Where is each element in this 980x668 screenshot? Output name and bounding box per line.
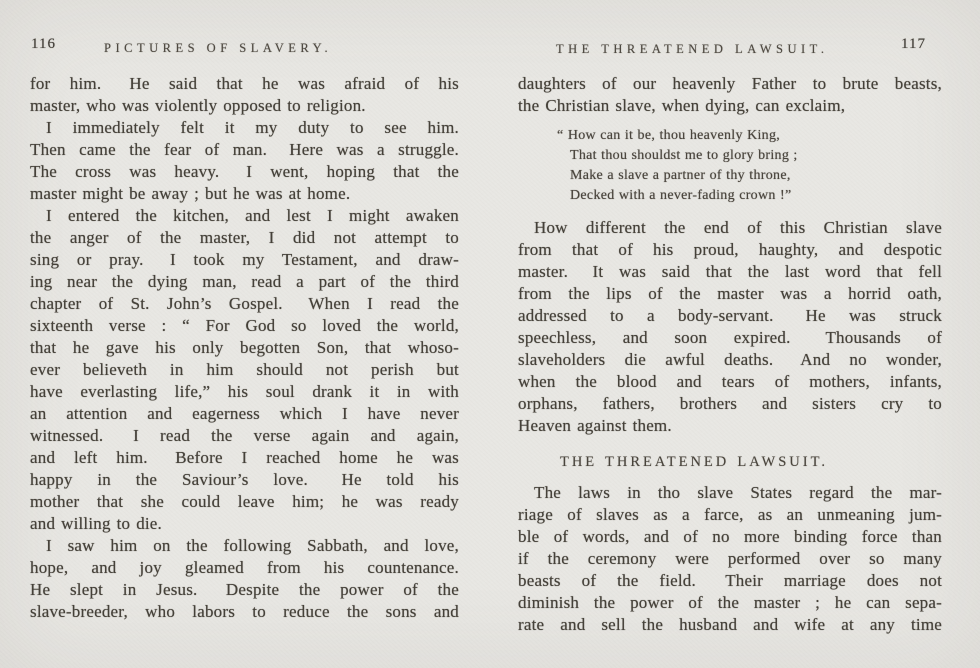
text-line: the anger of the master, I did not attempt to xyxy=(30,228,459,247)
text-line: Make a slave a partner of thy throne, xyxy=(570,168,791,183)
text-line: if the ceremony were performed over so many xyxy=(518,549,942,568)
text-line: slaveholders die awful deaths. And no wonder, xyxy=(518,350,942,369)
text-line: slave-breeder, who labors to reduce the sons and xyxy=(30,602,459,621)
text-line: that he gave his only begotten Son, that whoso- xyxy=(30,338,459,357)
text-line: from that of his proud, haughty, and despotic xyxy=(518,240,942,259)
text-line: when the blood and tears of mothers, infants, xyxy=(518,372,942,391)
text-line: sing or pray. I took my Testament, and draw- xyxy=(30,250,459,269)
text-line: Decked with a never-fading crown !” xyxy=(570,188,792,203)
page-number-right: 117 xyxy=(901,36,926,52)
page-number-left: 116 xyxy=(31,36,56,52)
text-line: for him. He said that he was afraid of his xyxy=(30,74,459,93)
text-line: I immediately felt it my duty to see him. xyxy=(46,118,459,137)
text-line: happy in the Saviour’s love. He told his xyxy=(30,470,459,489)
text-line: diminish the power of the master ; he can sepa- xyxy=(518,593,942,612)
text-line: How different the end of this Christian slave xyxy=(534,218,942,237)
text-line: The cross was heavy. I went, hoping that the xyxy=(30,162,459,181)
text-line: have everlasting life,” his soul drank it in with xyxy=(30,382,459,401)
text-line: an attention and eagerness which I have never xyxy=(30,404,459,423)
text-line: the Christian slave, when dying, can exclaim, xyxy=(518,96,846,115)
running-head-right: THE THREATENED LAWSUIT. xyxy=(556,42,829,56)
text-line: sixteenth verse : “ For God so loved the world, xyxy=(30,316,459,335)
body-paragraph xyxy=(518,217,942,437)
left-text-column xyxy=(30,73,459,623)
text-line: He slept in Jesus. Despite the power of the xyxy=(30,580,459,599)
right-text-column xyxy=(518,73,942,636)
text-line: Then came the fear of man. Here was a struggle. xyxy=(30,140,459,159)
text-line: riage of slaves as a farce, as an unmeaning jum- xyxy=(518,505,942,524)
section-paragraph xyxy=(518,482,942,636)
text-line: from the lips of the master was a horrid oath, xyxy=(518,284,942,303)
section-heading: THE THREATENED LAWSUIT. xyxy=(559,454,829,470)
text-line: addressed to a body-servant. He was struck xyxy=(518,306,942,325)
text-line: ing near the dying man, read a part of the third xyxy=(30,272,459,291)
text-line: master, who was violently opposed to religion. xyxy=(30,96,366,115)
running-head-left: PICTURES OF SLAVERY. xyxy=(104,41,333,55)
text-line: and left him. Before I reached home he was xyxy=(30,448,459,467)
hymn-quote xyxy=(518,126,942,206)
text-line: master. It was said that the last word that fell xyxy=(518,262,942,281)
text-line: master might be away ; but he was at home. xyxy=(30,184,351,203)
text-line: mother that she could leave him; he was ready xyxy=(30,492,459,511)
text-line: hope, and joy gleamed from his countenance. xyxy=(30,558,459,577)
text-line: chapter of St. John’s Gospel. When I read the xyxy=(30,294,459,313)
text-line: “ How can it be, thou heavenly King, xyxy=(557,128,781,143)
text-line: daughters of our heavenly Father to brute beasts, xyxy=(518,74,942,93)
text-line: I saw him on the following Sabbath, and love, xyxy=(46,536,459,555)
text-line: Heaven against them. xyxy=(518,416,672,435)
text-line: rate and sell the husband and wife at any time xyxy=(518,615,942,634)
text-line: and willing to die. xyxy=(30,514,163,533)
text-line: orphans, fathers, brothers and sisters cry to xyxy=(518,394,942,413)
text-line: ever believeth in him should not perish but xyxy=(30,360,459,379)
text-line: The laws in tho slave States regard the mar- xyxy=(534,483,942,502)
intro-paragraph xyxy=(518,73,942,117)
text-line: I entered the kitchen, and lest I might awaken xyxy=(46,206,459,225)
text-line: witnessed. I read the verse again and again, xyxy=(30,426,459,445)
text-line: That thou shouldst me to glory bring ; xyxy=(570,148,798,163)
text-line: ble of words, and of no more binding force than xyxy=(518,527,942,546)
text-line: beasts of the field. Their marriage does not xyxy=(518,571,942,590)
text-line: speechless, and soon expired. Thousands of xyxy=(518,328,942,347)
